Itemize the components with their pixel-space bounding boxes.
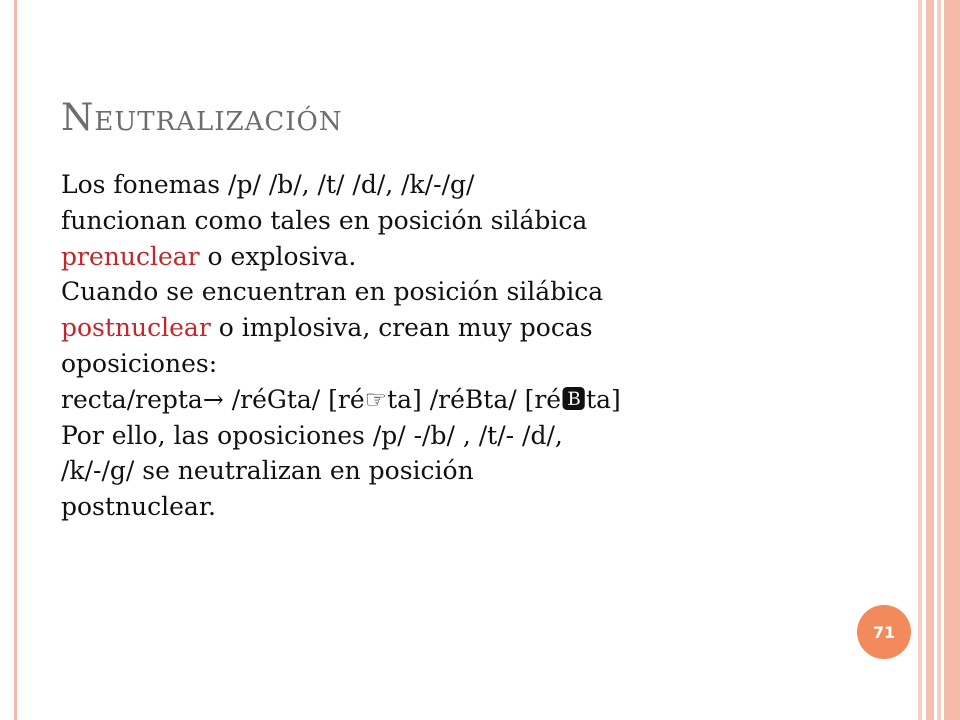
- body-line: recta/repta→ /réGta/ [ré☞ta] /réBta/ [ré🅱ta]: [61, 384, 621, 414]
- highlighted-term: prenuclear: [61, 241, 200, 271]
- body-line: [61, 310, 751, 346]
- right-stripe: [937, 0, 941, 720]
- body-text: o explosiva.: [199, 241, 357, 271]
- body-line: funcionan como tales en posición silábica: [61, 205, 588, 235]
- right-stripe: [944, 0, 960, 720]
- left-frame-border: [14, 0, 17, 720]
- slide-body: [61, 167, 751, 525]
- body-line: Por ello, las oposiciones /p/ -/b/ , /t/- /d/,: [61, 420, 563, 450]
- page-number-badge: 71: [857, 605, 911, 659]
- highlighted-term: postnuclear: [61, 313, 211, 343]
- body-line: Los fonemas /p/ /b/, /t/ /d/, /k/-/g/: [61, 170, 475, 199]
- right-stripe: [926, 0, 934, 720]
- body-line: postnuclear.: [61, 492, 216, 522]
- right-stripe: [918, 0, 922, 720]
- body-line: oposiciones:: [61, 348, 218, 378]
- slide-title: Neutralización: [61, 96, 343, 139]
- body-text: o implosiva, crean muy pocas: [210, 313, 593, 343]
- body-line: [61, 239, 751, 275]
- body-line: /k/-/g/ se neutralizan en posición: [61, 456, 474, 486]
- body-line: Cuando se encuentran en posición silábica: [61, 277, 604, 307]
